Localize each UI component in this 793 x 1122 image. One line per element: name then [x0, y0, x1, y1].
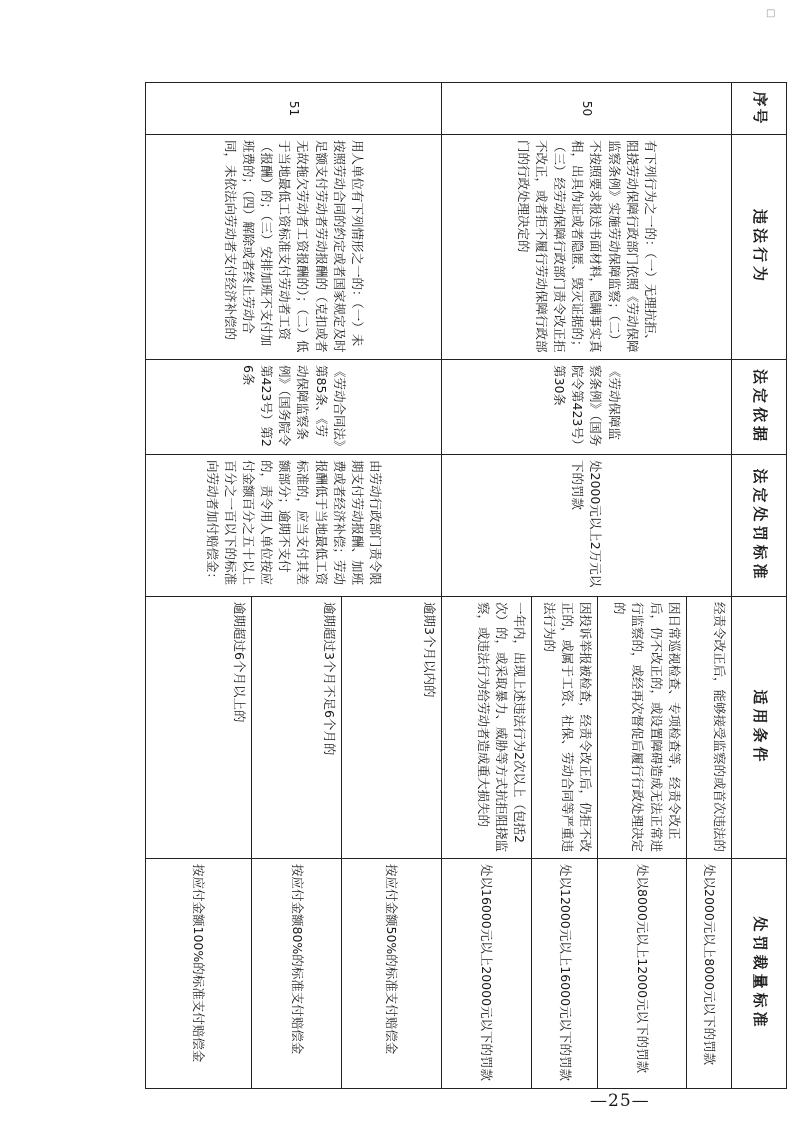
- row-basis: 《劳动保障监察条例》（国务院令第423号）第30条: [441, 360, 731, 455]
- row-discretion: 按应付金额80%的标准支付赔偿金: [251, 859, 342, 1089]
- row-seq: 51: [146, 83, 442, 135]
- row-condition: 逾期3个月以内的: [342, 597, 441, 859]
- row-discretion: 处以2000元以上8000元以下的罚款: [686, 859, 731, 1089]
- header-discretion: 处罚裁量标准: [732, 859, 787, 1089]
- row-condition: 一年内，出现上述违法行为2次以上（包括2次）的，或采取暴力、威胁等方式抗拒阻挠监察，或违法行为给劳动者造成重大损失的: [441, 597, 532, 859]
- row-discretion: 按应付金额100%的标准支付赔偿金: [146, 859, 252, 1089]
- header-behavior: 违法行为: [732, 135, 787, 360]
- row-discretion: 处以16000元以上20000元以下的罚款: [441, 859, 532, 1089]
- row-basis: 《劳动合同法》第85条、《劳动保障监察条例》（国务院令第423号）第26条: [146, 360, 442, 455]
- corner-mark: □: [766, 8, 776, 19]
- header-standard: 法定处罚标准: [732, 455, 787, 597]
- row-condition: 经责令改正后，能够接受监察的或首次违法的: [686, 597, 731, 859]
- row-standard: 处2000元以上2万元以下的罚款: [441, 455, 731, 597]
- penalty-table-container: [145, 82, 787, 1088]
- table-header-row: [732, 83, 787, 1089]
- table-row: [342, 83, 441, 1089]
- header-condition: 适用条件: [732, 597, 787, 859]
- row-seq: 50: [441, 83, 731, 135]
- row-standard: 由劳动行政部门责令限期支付劳动报酬、加班费或者经济补偿；劳动报酬低于当地最低工资标准的，应当支付其差额部分；逾期不支付的，责令用人单位按应付金额百分之五十以上百分之一百以下的标准向劳动者加付赔偿金：: [146, 455, 442, 597]
- row-condition: 因日常巡视检查、专项检查等，经责令改正后，仍不改正的，或设置障碍造成无法正常进行监察的，或经再次督促后履行行政处理决定的: [598, 597, 686, 859]
- table-row: [686, 83, 731, 1089]
- row-condition: 因投诉举报被检查，经责令改正后，仍拒不改正的，或属于工资、社保、劳动合同等严重违法行为的: [532, 597, 598, 859]
- row-condition: 逾期超过6个月以上的: [146, 597, 252, 859]
- header-basis: 法定依据: [732, 360, 787, 455]
- row-behavior: 用人单位有下列情形之一的：（一）未按照劳动合同的约定或者国家规定及时足额支付劳动者劳动报酬的（克扣或者无故拖欠劳动者工资报酬的）；（二）低于当地最低工资标准支付劳动者工资（报酬）的；（三）安排加班不支付加班费的；（四）解除或者终止劳动合同，未依法向劳动者支付经济补偿的: [146, 135, 442, 360]
- page-number: —25—: [590, 1091, 650, 1111]
- row-behavior: 有下列行为之一的：（一）无理抗拒、阻挠劳动保障行政部门依照《劳动保障监察条例》实施劳动保障监察；（二）不按照要求报送书面材料，隐瞒事实真相，出具伪证或者隐匿、毁灭证据的；（三）经劳动保障行政部门责令改正拒不改正，或者拒不履行劳动保障行政部门的行政处理决定的: [441, 135, 731, 360]
- row-condition: 逾期超过3个月不足6个月的: [251, 597, 342, 859]
- row-discretion: 处以12000元以上16000元以下的罚款: [532, 859, 598, 1089]
- row-discretion: 处以8000元以上12000元以下的罚款: [598, 859, 686, 1089]
- row-discretion: 按应付金额50%的标准支付赔偿金: [342, 859, 441, 1089]
- header-seq: 序号: [732, 83, 787, 135]
- penalty-table: [145, 82, 787, 1089]
